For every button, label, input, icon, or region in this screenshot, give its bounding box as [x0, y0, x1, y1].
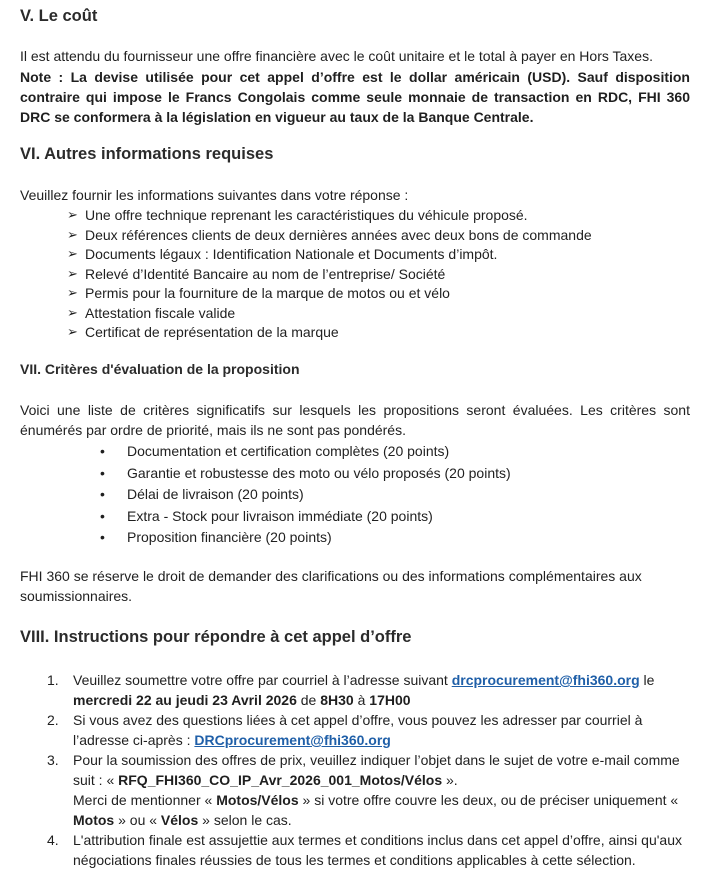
dot-bullet-icon: • — [100, 443, 105, 459]
section-v-heading: V. Le coût — [20, 7, 98, 25]
dot-bullet-icon: • — [100, 507, 105, 524]
list-item: ➢ Une offre technique reprenant les caractéristiques du véhicule proposé. — [67, 207, 528, 223]
list-item: ➢ Documents légaux : Identification Nationale et Documents d’impôt. — [67, 246, 498, 262]
list-item: • Documentation et certification complètes (20 points) — [100, 443, 450, 459]
list-item: 2. Si vous avez des questions liées à cet appel d’offre, vous pouvez les adresser par courriel à l’adresse ci-après : DRCprocurement@fhi360.org — [47, 712, 643, 748]
instructions-list — [47, 670, 690, 870]
list-item: • Extra - Stock pour livraison immédiate (20 points) — [100, 507, 433, 524]
arrow-bullet-icon: ➢ — [67, 265, 78, 281]
list-item: ➢ Attestation fiscale valide — [67, 304, 236, 321]
arrow-bullet-icon: ➢ — [67, 246, 78, 261]
section-v-paragraph: Il est attendu du fournisseur une offre financière avec le coût unitaire et le total à payer en Hors Taxes. — [20, 48, 653, 64]
list-item: • Proposition financière (20 points) — [100, 529, 332, 545]
arrow-bullet-icon: ➢ — [67, 226, 78, 242]
arrow-bullet-icon: ➢ — [67, 304, 78, 320]
list-item: 1. Veuillez soumettre votre offre par courriel à l’adresse suivant drcprocurement@fhi360.org le mercredi 22 au jeudi 23 Avril 2026 de 8H30 à 17H00 — [47, 672, 655, 708]
dot-bullet-icon: • — [100, 529, 105, 545]
required-info-list — [67, 205, 592, 342]
list-item: ➢ Deux références clients de deux dernières années avec deux bons de commande — [67, 226, 592, 243]
section-vii-heading: VII. Critères d'évaluation de la proposition — [20, 361, 300, 377]
dot-bullet-icon: • — [100, 486, 105, 502]
section-vi-heading: VI. Autres informations requises — [20, 145, 274, 163]
list-item: 4. L'attribution finale est assujettie aux termes et conditions inclus dans cet appel d’offre, ainsi qu'aux négociations finales réussies de tous les termes et conditions applicables à cette sélection. — [47, 832, 682, 868]
questions-email-link[interactable]: DRCprocurement@fhi360.org — [194, 732, 391, 748]
submission-dates: mercredi 22 au jeudi 23 Avril 2026 — [73, 692, 297, 708]
reserve-paragraph: FHI 360 se réserve le droit de demander des clarifications ou des informations complémentaires aux soumissionnaires. — [20, 568, 642, 604]
list-item: • Délai de livraison (20 points) — [100, 486, 304, 502]
procurement-email-link[interactable]: drcprocurement@fhi360.org — [451, 672, 640, 688]
section-vii-intro: Voici une liste de critères significatifs sur lesquels les propositions seront évaluées. Les critères sont énumérés par ordre de priorité, mais ils ne sont pas pondérés. — [20, 402, 690, 438]
list-item: 3. Pour la soumission des offres de prix, veuillez indiquer l’objet dans le sujet de votre e-mail comme suit : « RFQ_FHI360_CO_IP_Avr_2026_001_Motos/Vélos ». Merci de mentionner « Motos/Vélos » si votre offre couvre les deux, ou de préciser uniquement « Motos » ou « Vélos » selon le cas. — [47, 752, 680, 828]
evaluation-criteria-list — [100, 441, 511, 549]
email-subject: RFQ_FHI360_CO_IP_Avr_2026_001_Motos/Vélos — [118, 772, 443, 788]
arrow-bullet-icon: ➢ — [67, 207, 78, 222]
section-v-note: Note : La devise utilisée pour cet appel d’offre est le dollar américain (USD). Sauf disposition contraire qui impose le Francs Congolais comme seule monnaie de transaction en RDC, FHI 360 DRC se conformera à la législation en vigueur au taux de la Banque Centrale. — [20, 69, 690, 125]
list-item: • Garantie et robustesse des moto ou vélo proposés (20 points) — [100, 464, 511, 481]
list-item: ➢ Certificat de représentation de la marque — [67, 324, 339, 340]
arrow-bullet-icon: ➢ — [67, 324, 78, 339]
section-viii-heading: VIII. Instructions pour répondre à cet appel d’offre — [20, 628, 412, 646]
list-item: ➢ Permis pour la fourniture de la marque de motos ou et vélo — [67, 285, 450, 301]
list-item: ➢ Relevé d’Identité Bancaire au nom de l’entreprise/ Société — [67, 265, 446, 282]
arrow-bullet-icon: ➢ — [67, 285, 78, 300]
section-vi-intro: Veuillez fournir les informations suivantes dans votre réponse : — [20, 187, 409, 203]
dot-bullet-icon: • — [100, 464, 105, 481]
